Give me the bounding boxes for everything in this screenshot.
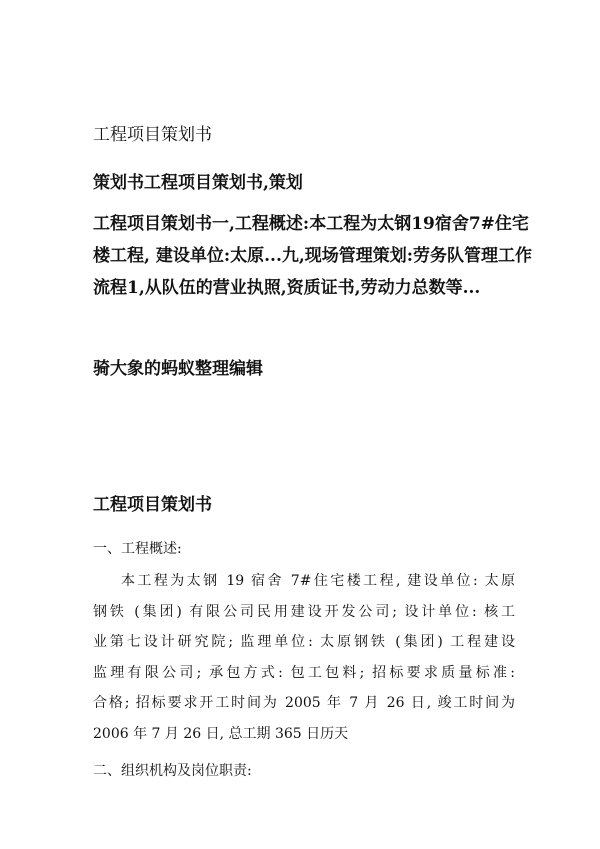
- author-credit: 骑大象的蚂蚁整理编辑: [93, 359, 263, 379]
- paragraph-line: 2006 年 7 月 26 日, 总工期 365 日历天: [93, 725, 349, 742]
- paragraph-line: 钢铁 (集团) 有限公司民用建设开发公司; 设计单位: 核工: [93, 603, 515, 620]
- paragraph-line: 业第七设计研究院; 监理单位: 太原钢铁 (集团) 工程建设: [93, 634, 515, 650]
- page-subtitle: 策划书工程项目策划书,策划: [93, 173, 303, 193]
- paragraph-line: 本工程为太钢 19 宿舍 7#住宅楼工程, 建设单位: 太原: [121, 573, 515, 589]
- paragraph-line: 监理有限公司; 承包方式: 包工包料; 招标要求质量标准:: [93, 664, 515, 681]
- overview-paragraph: [93, 566, 515, 749]
- page-title: 工程项目策划书: [93, 125, 212, 145]
- paragraph-line: 合格; 招标要求开工时间为 2005 年 7 月 26 日, 竣工时间为: [93, 695, 515, 711]
- section-heading-overview: 一、工程概述:: [93, 541, 182, 557]
- document-heading: 工程项目策划书: [93, 495, 212, 515]
- document-summary: 工程项目策划书一,工程概述:本工程为太钢19宿舍7#住宅楼工程, 建设单位:太原...九,现场管理策划:劳务队管理工作流程1,从队伍的营业执照,资质证书,劳动力总数等...: [93, 214, 533, 298]
- section-heading-organization: 二、组织机构及岗位职责:: [93, 763, 252, 779]
